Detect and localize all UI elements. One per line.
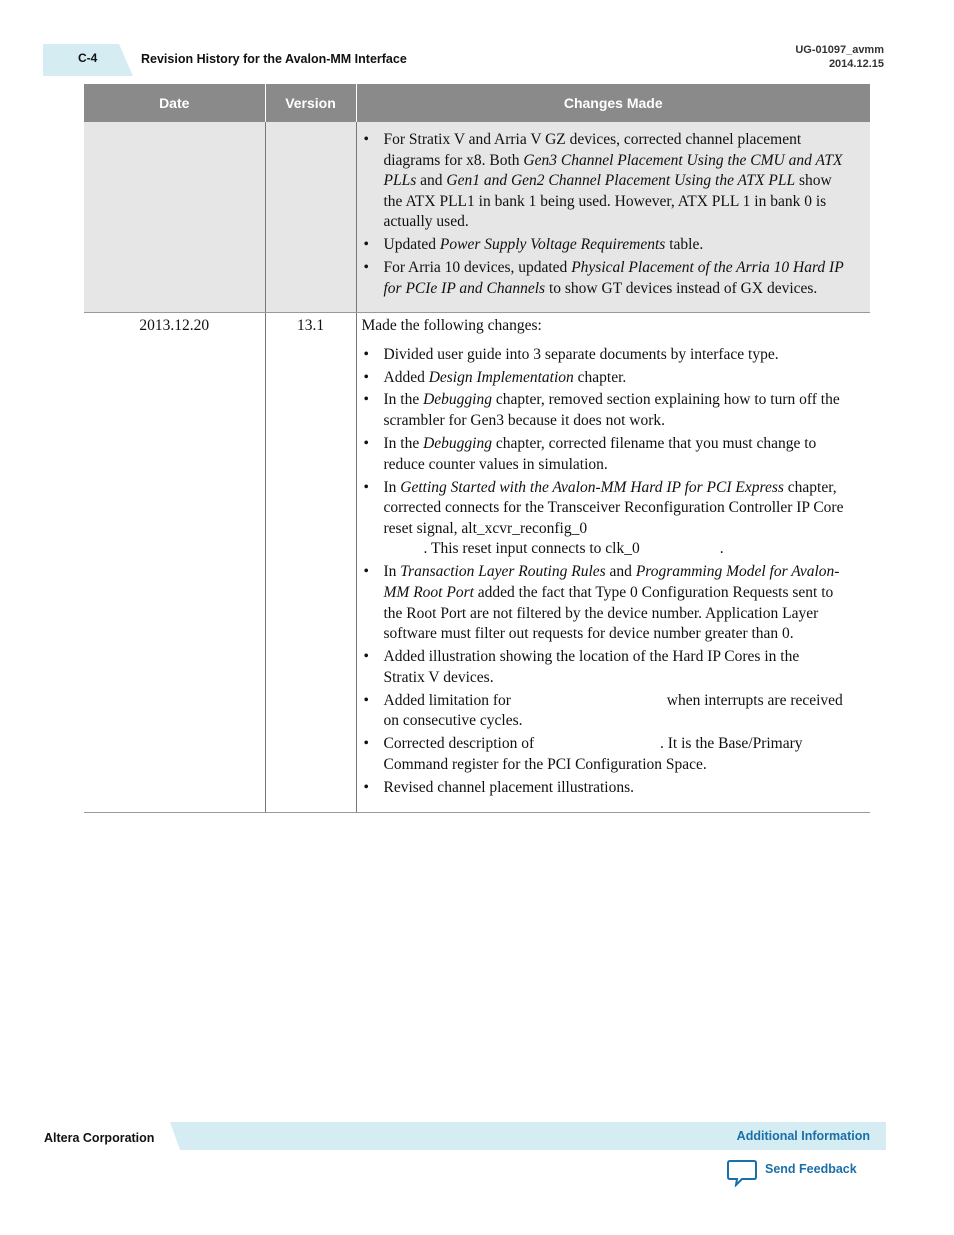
row-date: 2013.12.20 [84,312,265,812]
row-changes [356,312,870,812]
speech-bubble-icon[interactable] [727,1159,757,1187]
list-item: • For Arria 10 devices, updated Physical Placement of the Arria 10 Hard IP for PCIe IP and Channels to show GT devices instead of GX devices. [362,258,845,299]
list-item: • Revised channel placement illustrations. [362,778,845,799]
list-item: • In Transaction Layer Routing Rules and Programming Model for Avalon-MM Root Port added the fact that Type 0 Configuration Requests sent to the Root Port are not filtered by the device number. Application Layer software must filter out requests for device number greater than 0. [362,562,845,644]
list-item: • For Stratix V and Arria V GZ devices, corrected channel placement diagrams for x8. Both Gen3 Channel Placement Using the CMU and ATX PLLs and Gen1 and Gen2 Channel Placement Using the ATX PLL show the ATX PLL1 in bank 1 being used. However, ATX PLL 1 in bank 0 is actually used. [362,130,845,233]
list-item: • In Getting Started with the Avalon-MM Hard IP for PCI Express chapter, corrected connects for the Transceiver Reconfiguration Controller IP Core reset signal, alt_xcvr_reconfig_0 . This reset input connects to clk_0 . [362,478,845,560]
footer-company: Altera Corporation [44,1131,155,1145]
list-item: • Updated Power Supply Voltage Requirements table. [362,235,845,256]
list-item: • Added limitation for when interrupts are received on consecutive cycles. [362,691,845,732]
revision-table [84,84,870,813]
additional-information-link[interactable]: Additional Information [736,1129,870,1143]
table-row [84,122,870,312]
change-list [362,130,845,300]
doc-info [795,43,884,71]
list-item: • In the Debugging chapter, corrected filename that you must change to reduce counter values in simulation. [362,434,845,475]
column-header-version: Version [265,84,356,122]
list-item: • In the Debugging chapter, removed section explaining how to turn off the scrambler for Gen3 because it does not work. [362,390,845,431]
page-header-title: Revision History for the Avalon-MM Interface [141,52,407,66]
row-date [84,122,265,312]
doc-date: 2014.12.15 [828,58,884,70]
table-header-row [84,84,870,122]
send-feedback-link[interactable]: Send Feedback [765,1162,857,1176]
row-version: 13.1 [265,312,356,812]
chapter-tab-label: C-4 [78,51,98,65]
column-header-changes: Changes Made [356,84,870,122]
doc-id: UG-01097_avmm [795,44,884,56]
changes-intro: Made the following changes: [361,316,542,334]
list-item: • Added illustration showing the location of the Hard IP Cores in the Stratix V devices. [362,647,845,688]
row-changes [356,122,870,312]
list-item: • Corrected description of . It is the Base/Primary Command register for the PCI Configuration Space. [362,734,845,775]
row-version [265,122,356,312]
column-header-date: Date [84,84,265,122]
change-list [362,345,845,799]
table-row [84,312,870,812]
list-item: • Divided user guide into 3 separate documents by interface type. [362,345,845,366]
list-item: • Added Design Implementation chapter. [362,368,845,389]
